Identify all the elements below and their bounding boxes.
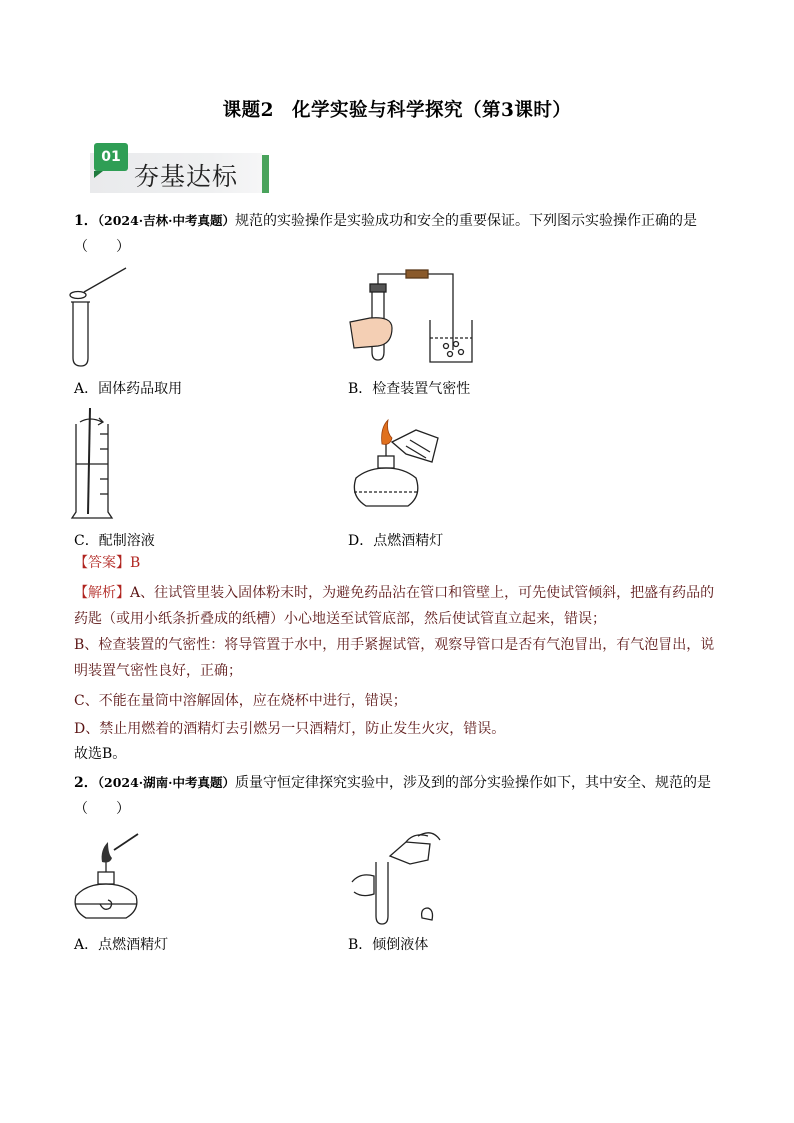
section-number-badge: 01 — [94, 143, 128, 171]
figure-alcohol-lamp — [346, 416, 446, 516]
figure-solid-reagent — [66, 262, 136, 370]
page-title — [0, 96, 794, 122]
title-prefix: 课题2 — [222, 100, 274, 121]
answer-line — [74, 550, 724, 576]
question-1-stem — [74, 210, 724, 232]
question-number: 1． — [74, 213, 98, 229]
conclusion: 故选B。 — [74, 746, 127, 762]
option-b: B．检查装置气密性 — [348, 381, 471, 397]
analysis-d: D、禁止用燃着的酒精灯去引燃另一只酒精灯，防止发生火灾，错误。 — [74, 721, 506, 737]
analysis-text: A、往试管里装入固体粉末时，为避免药品沾在管口和管壁上，可先使试管倾斜，把盛有药品的药匙（或用小纸条折叠成的纸槽）小心地送至试管底部，然后使试管直立起来，错误； — [74, 585, 715, 627]
option-2a: A．点燃酒精灯 — [74, 937, 169, 953]
badge-fold — [94, 171, 103, 178]
question-number: 2． — [74, 775, 98, 791]
section-header — [84, 143, 274, 195]
question-2-stem — [74, 772, 724, 794]
analysis-c: C、不能在量筒中溶解固体，应在烧杯中进行，错误； — [74, 693, 407, 709]
option-c: C．配制溶液 — [74, 533, 155, 549]
figure-airtightness — [348, 262, 478, 370]
section-label: 夯基达标 — [134, 162, 239, 191]
question-source: （2024·湖南·中考真题） — [97, 775, 235, 790]
answer-blank: （ ） — [74, 239, 130, 255]
figure-cylinder-dissolving — [66, 404, 126, 522]
answer-blank: （ ） — [74, 801, 130, 817]
question-source: （2024·吉林·中考真题） — [97, 213, 235, 228]
section-accent-bar — [262, 155, 269, 193]
analysis-a — [74, 580, 724, 632]
question-text: 规范的实验操作是实验成功和安全的重要保证。下列图示实验操作正确的是 — [235, 213, 697, 229]
option-d: D．点燃酒精灯 — [348, 533, 444, 549]
analysis-tag: 【解析】 — [74, 585, 130, 601]
title-main: 化学实验与科学探究（第3课时） — [292, 100, 572, 121]
option-2b: B．倾倒液体 — [348, 937, 429, 953]
option-a: A．固体药品取用 — [74, 381, 183, 397]
answer-tag: 【答案】 — [74, 555, 130, 571]
figure-pouring-liquid — [348, 828, 448, 926]
analysis-b: B、检查装置的气密性：将导管置于水中，用手紧握试管，观察导管口是否有气泡冒出，有气泡冒出，说明装置气密性良好，正确； — [74, 637, 715, 679]
question-text: 质量守恒定律探究实验中，涉及到的部分实验操作如下，其中安全、规范的是 — [235, 775, 711, 791]
answer-value: B — [130, 555, 141, 571]
figure-lighting-lamp — [70, 832, 150, 922]
